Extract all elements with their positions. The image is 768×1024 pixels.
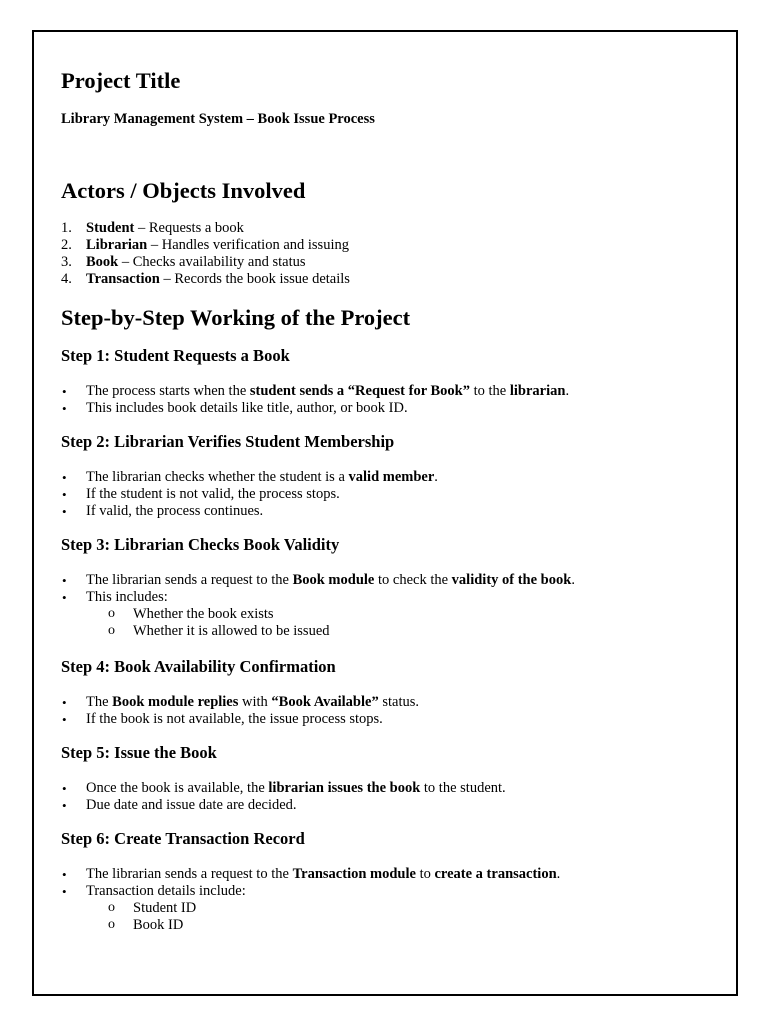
actors-list <box>40 220 660 288</box>
step-3-list <box>40 572 680 606</box>
list-item: • If valid, the process continues. <box>40 503 680 520</box>
step-3-title: Step 3: Librarian Checks Book Validity <box>61 535 340 554</box>
step-2-list <box>40 469 680 520</box>
sub-list-item: o Book ID <box>40 917 680 934</box>
step-6-sublist <box>40 900 680 934</box>
sub-list-item: o Whether it is allowed to be issued <box>40 623 680 640</box>
project-title-heading: Project Title <box>61 68 181 93</box>
steps-heading: Step-by-Step Working of the Project <box>61 305 411 330</box>
list-item: • The process starts when the student sends a “Request for Book” to the librarian. <box>40 383 680 400</box>
actors-heading: Actors / Objects Involved <box>61 178 306 203</box>
step-6-title: Step 6: Create Transaction Record <box>61 829 305 848</box>
sub-list-item: o Whether the book exists <box>40 606 680 623</box>
step-2-title: Step 2: Librarian Verifies Student Membership <box>61 432 395 451</box>
step-5-list <box>40 780 680 814</box>
list-item: • The librarian sends a request to the Transaction module to create a transaction. <box>40 866 680 883</box>
list-item: • The librarian checks whether the student is a valid member. <box>40 469 680 486</box>
step-1-list <box>40 383 680 417</box>
step-1-title: Step 1: Student Requests a Book <box>61 346 290 365</box>
list-item: • The librarian sends a request to the Book module to check the validity of the book. <box>40 572 680 589</box>
sub-list-item: o Student ID <box>40 900 680 917</box>
list-item: • This includes: <box>40 589 680 606</box>
list-item: • Due date and issue date are decided. <box>40 797 680 814</box>
list-item: • Once the book is available, the librarian issues the book to the student. <box>40 780 680 797</box>
actor-item: 2. Librarian – Handles verification and issuing <box>61 237 349 253</box>
step-4-title: Step 4: Book Availability Confirmation <box>61 657 336 676</box>
list-item: • The Book module replies with “Book Available” status. <box>40 694 680 711</box>
step-6-list <box>40 866 680 900</box>
step-3-sublist <box>40 606 680 640</box>
project-name: Library Management System – Book Issue Process <box>61 111 375 127</box>
step-4-list <box>40 694 680 728</box>
actor-item: 1. Student – Requests a book <box>61 220 244 236</box>
step-5-title: Step 5: Issue the Book <box>61 743 217 762</box>
actor-item: 4. Transaction – Records the book issue details <box>61 271 350 287</box>
list-item: • This includes book details like title, author, or book ID. <box>40 400 680 417</box>
list-item: • If the student is not valid, the process stops. <box>40 486 680 503</box>
list-item: • Transaction details include: <box>40 883 680 900</box>
actor-item: 3. Book – Checks availability and status <box>61 254 306 270</box>
list-item: • If the book is not available, the issue process stops. <box>40 711 680 728</box>
